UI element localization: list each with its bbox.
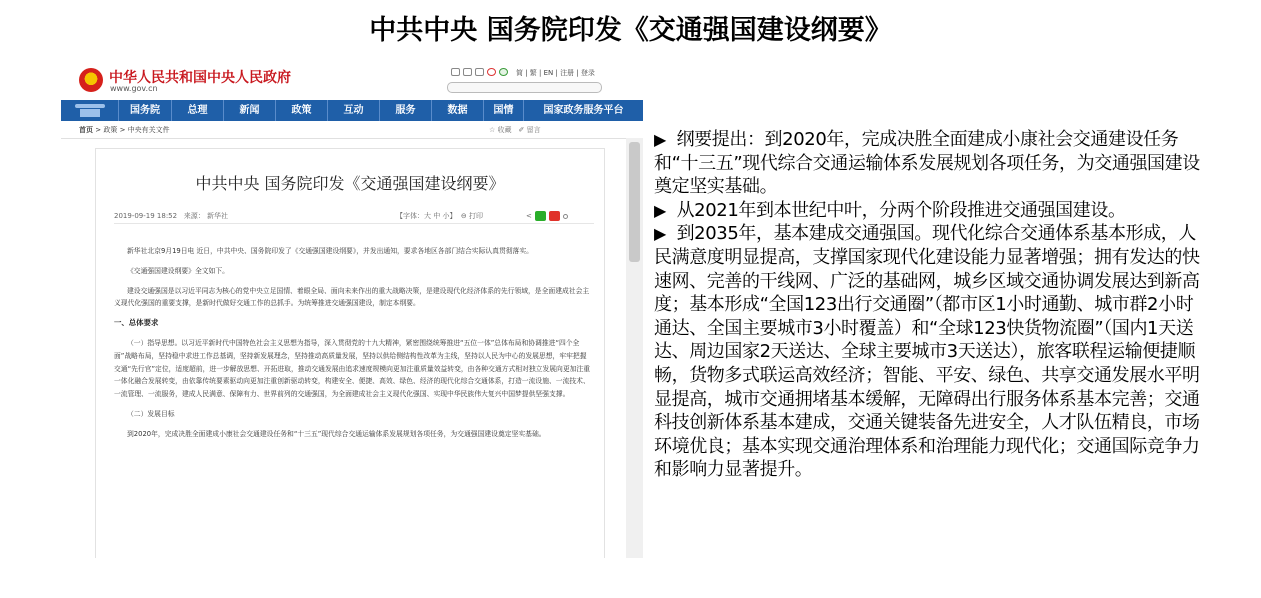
breadcrumb-policy[interactable]: 政策 [103, 126, 118, 134]
rss-icon[interactable] [463, 68, 472, 76]
language-links[interactable]: 简 | 繁 | EN | 注册 | 登录 [516, 69, 595, 77]
article-paragraph: 新华社北京9月19日电 近日，中共中央、国务院印发了《交通强国建设纲要》，并发出通知，要求各地区各部门结合实际认真贯彻落实。 [127, 247, 533, 255]
article-paragraph: （一）指导思想。以习近平新时代中国特色社会主义思想为指导，深入贯彻党的十九大精神，紧密围绕统筹推进“五位一体”总体布局和协调推进“四个全面”战略布局，坚持稳中求进工作总基调，坚持新发展理念，坚持推动高质量发展，坚持以供给侧结构性改革为主线，坚持以人民为中心的发展思想，牢牢把握交通“先行官”定位，适度超前，进一步解放思想、开拓进取，推动交通发展由追求速度规模向更加注重质量效益转变，由各种交通方式相对独立发展向更加注重一体化融合发展转变，由依靠传统要素驱动向更加注重创新驱动转变，构建安全、便捷、高效、绿色、经济的现代化综合交通体系，打造一流设施、一流技术、一流管理、一流服务，建成人民满意、保障有力、世界前列的交通强国，为全面建成社会主义现代化强国、实现中华民族伟大复兴中国梦提供坚强支撑。 [114, 338, 591, 399]
home-building-icon[interactable] [61, 100, 119, 121]
header-icon-group [451, 68, 508, 76]
mail-icon[interactable] [451, 68, 460, 76]
slide-title: 中共中央 国务院印发《交通强国建设纲要》 [369, 15, 892, 46]
site-url: www.gov.cn [110, 84, 158, 93]
nav-item-national-conditions[interactable]: 国情 [484, 100, 524, 121]
nav-item-state-council[interactable]: 国务院 [119, 100, 172, 121]
nav-item-interaction[interactable]: 互动 [328, 100, 380, 121]
article-date: 2019-09-19 18:52 [114, 212, 178, 220]
summary-point [654, 222, 1200, 482]
more-share-icon[interactable] [563, 214, 568, 219]
bullet-arrow-icon: ▶ [654, 200, 666, 220]
bullet-arrow-icon: ▶ [654, 130, 666, 149]
breadcrumb-bar [61, 122, 643, 139]
article-source: 来源： 新华社 [183, 212, 229, 220]
weibo-icon[interactable] [487, 68, 496, 76]
article-subheading: （二）发展目标 [127, 409, 175, 418]
scrollbar[interactable] [626, 138, 643, 558]
nav-item-news[interactable]: 新闻 [224, 100, 276, 121]
nav-item-data[interactable]: 数据 [432, 100, 484, 121]
national-emblem-icon [79, 68, 103, 92]
summary-point-text: 纲要提出：到2020年，完成决胜全面建成小康社会交通建设任务和“十三五”现代综合交通运输体系发展规划各项任务，为交通强国建设奠定坚实基础。 [654, 129, 1200, 198]
article-paragraph: 到2020年，完成决胜全面建成小康社会交通建设任务和“十三五”现代综合交通运输体系发展规划各项任务，为交通强国建设奠定坚实基础。 [127, 429, 546, 438]
wechat-icon[interactable] [499, 68, 508, 76]
summary-point-text: 从2021年到本世纪中叶，分两个阶段推进交通强国建设。 [676, 199, 1126, 221]
bullet-arrow-icon: ▶ [654, 224, 666, 244]
mobile-icon[interactable] [475, 68, 484, 76]
nav-item-policy[interactable]: 政策 [276, 100, 328, 121]
breadcrumb-home[interactable]: 首页 [79, 126, 93, 134]
breadcrumb [79, 125, 170, 135]
article-paragraph: 建设交通强国是以习近平同志为核心的党中央立足国情、着眼全局、面向未来作出的重大战略决策，是建设现代化经济体系的先行领域，是全面建成社会主义现代化强国的重要支撑，是新时代做好交通工作的总抓手。为统筹推进交通强国建设，制定本纲要。 [114, 286, 590, 308]
favorite-comment-actions[interactable]: ☆ 收藏 ✐ 留言 [489, 126, 541, 134]
summary-text [654, 128, 1200, 482]
article-body [114, 245, 592, 448]
breadcrumb-central-documents[interactable]: 中央有关文件 [127, 126, 170, 134]
site-header [61, 62, 643, 100]
print-button[interactable]: ⊖ 打印 [460, 212, 483, 220]
scrollbar-thumb[interactable] [629, 142, 640, 262]
wechat-share-icon[interactable] [535, 211, 546, 221]
search-input[interactable] [447, 82, 602, 93]
article-paragraph: 《交通强国建设纲要》全文如下。 [127, 266, 229, 275]
site-name[interactable]: 中华人民共和国中央人民政府 [109, 70, 291, 86]
main-nav [61, 100, 643, 121]
summary-point [654, 128, 1200, 199]
article-meta [114, 211, 594, 224]
font-size-tools[interactable]: 【字体：大 中 小】 [396, 212, 457, 220]
breadcrumb-separator: > [119, 126, 126, 134]
summary-point-text: 到2035年，基本建成交通强国。现代化综合交通体系基本形成，人民满意度明显提高，支撑国家现代化建设能力显著增强；拥有发达的快速网、完善的干线网、广泛的基础网，城乡区域交通协调发展达到新高度；基本形成“全国123出行交通圈”（都市区1小时通勤、城市群2小时通达、全国主要城市3小时覆盖）和“全球123快货物流圈”（国内1天送达、周边国家2天送达、全球主要城市3天送达），旅客联程运输便捷顺畅，货物多式联运高效经济；智能、平安、绿色、共享交通发展水平明显提高，城市交通拥堵基本缓解，无障碍出行服务体系基本完善；交通科技创新体系基本建成，交通关键装备先进安全，人才队伍精良，市场环境优良；基本实现交通治理体系和治理能力现代化；交通国际竞争力和影响力显著提升。 [654, 223, 1200, 481]
article-title: 中共中央 国务院印发《交通强国建设纲要》 [195, 174, 505, 193]
breadcrumb-separator: > [95, 126, 102, 134]
article-panel [95, 148, 605, 558]
summary-point [654, 199, 1200, 223]
nav-item-service[interactable]: 服务 [380, 100, 432, 121]
nav-item-premier[interactable]: 总理 [172, 100, 224, 121]
gov-website-screenshot [61, 62, 643, 558]
share-icon[interactable]: < [526, 212, 532, 220]
article-section-heading: 一、总体要求 [114, 318, 159, 328]
nav-item-service-platform[interactable]: 国家政务服务平台 [543, 105, 624, 116]
share-buttons [526, 211, 568, 221]
weibo-share-icon[interactable] [549, 211, 560, 221]
